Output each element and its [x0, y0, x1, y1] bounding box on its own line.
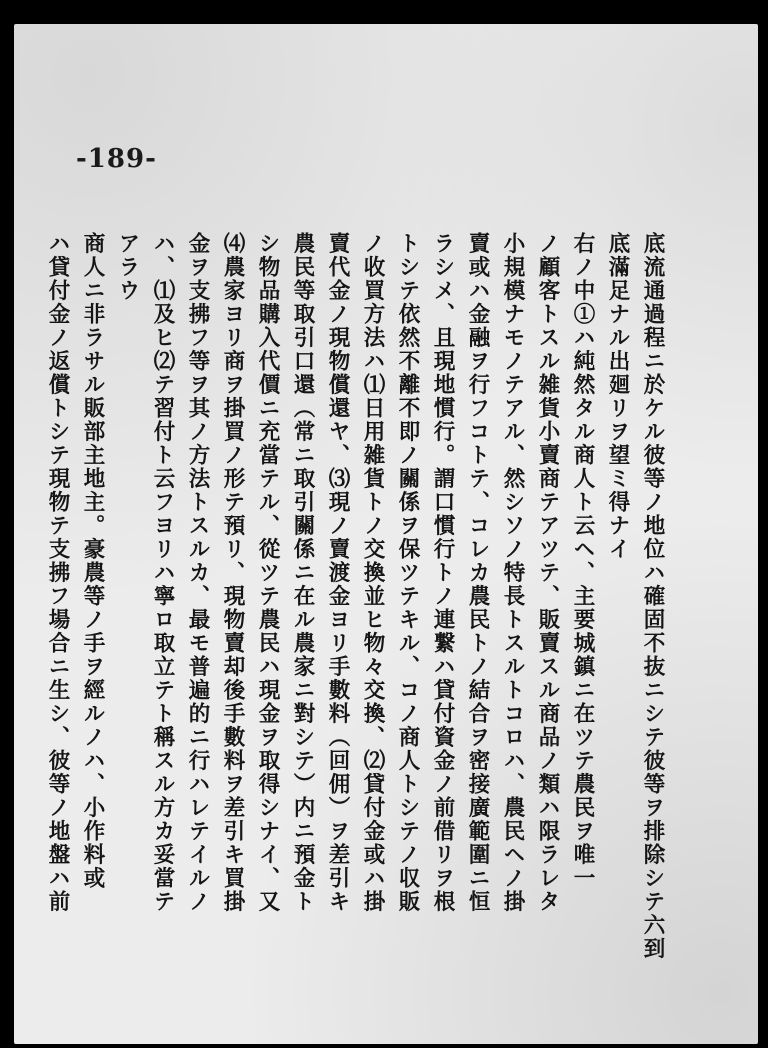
text-column: 商人ニ非ラサル販部主地主。豪農等ノ手ヲ經ルノハ、小作料或: [80, 232, 105, 890]
text-column: 賣或ハ金融ヲ行フコトテ、コレカ農民トノ結合ヲ密接廣範圍ニ恒: [465, 232, 490, 914]
text-column: 賣代金ノ現物償還ヤ、⑶現ノ賣渡金ヨリ手數料（回佣）ヲ差引キ: [325, 232, 350, 914]
text-column: シ物品購入代價ニ充當テル、從ツテ農民ハ現金ヲ取得シナイ、又: [255, 232, 280, 914]
text-column: ラシメ、且現地慣行。謂口慣行トノ連繋ハ貸付資金ノ前借リヲ根: [430, 232, 455, 914]
text-column: ⑷農家ヨリ商ヲ掛買ノ形テ預リ、現物賣却後手數料ヲ差引キ買掛: [220, 232, 245, 914]
text-column: 小規模ナモノテアル、然シソノ特長トスルトコロハ、農民ヘノ掛: [500, 232, 525, 914]
text-column: 底滿足ナル出廻リヲ望ミ得ナイ: [605, 232, 630, 561]
text-column: 右ノ中①ハ純然タル商人ト云ヘ、主要城鎮ニ在ツテ農民ヲ唯一: [570, 232, 595, 890]
text-column: ノ顧客トスル雑貨小賣商テアツテ、販賣スル商品ノ類ハ限ラレタ: [535, 232, 560, 914]
body-text: [45, 232, 670, 992]
text-column: アラウ: [115, 232, 140, 303]
text-column: ハ貸付金ノ返償トシテ現物テ支拂フ場合ニ生シ、彼等ノ地盤ハ前: [45, 232, 70, 914]
text-column: 金ヲ支拂フ等ヲ其ノ方法トスルカ、最モ普遍的ニ行ハレテイルノ: [185, 232, 210, 914]
text-column: 農民等取引口還（常ニ取引關係ニ在ル農家ニ對シテ）内ニ預金ト: [290, 232, 315, 914]
text-column: トシテ依然不離不即ノ關係ヲ保ツテキル、コノ商人トシテノ収販: [395, 232, 420, 914]
document-page: [14, 24, 758, 1044]
text-column: 底流通過程ニ於ケル彼等ノ地位ハ確固不抜ニシテ彼等ヲ排除シテ六到: [640, 232, 665, 961]
page-number: -189-: [76, 144, 157, 174]
text-column: ハ、⑴及ヒ⑵テ習付ト云フヨリハ寧ロ取立テト稱スル方カ妥當テ: [150, 232, 175, 914]
text-column: ノ收買方法ハ⑴日用雑貨トノ交換並ヒ物々交換、⑵貸付金或ハ掛: [360, 232, 385, 914]
